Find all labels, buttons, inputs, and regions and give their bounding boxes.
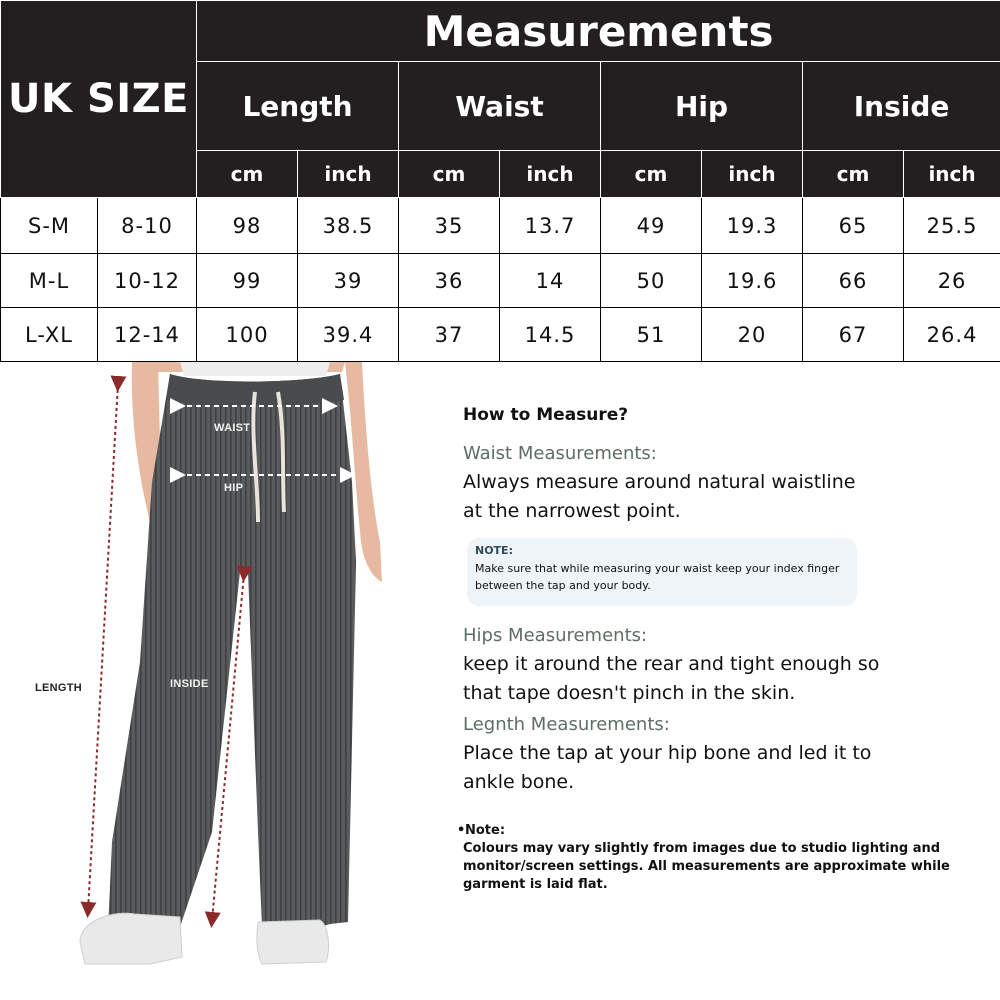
hips-measurements-text: keep it around the rear and tight enough so that tape doesn't pinch in the skin. [463, 653, 880, 704]
group-waist: Waist [399, 62, 601, 151]
table-cell: 51 [601, 308, 702, 362]
table-cell: 25.5 [904, 198, 1000, 254]
size-code: S-M [1, 198, 98, 254]
unit-cm: cm [399, 151, 500, 198]
pants-drawing [0, 362, 440, 1000]
shirt-hem [180, 362, 330, 376]
inside-label: INSIDE [170, 678, 209, 690]
uk-size-range: 10-12 [98, 254, 197, 308]
table-cell: 26 [904, 254, 1000, 308]
uk-size-range: 8-10 [98, 198, 197, 254]
size-code: L-XL [1, 308, 98, 362]
note-title: NOTE: [475, 544, 513, 557]
uk-size-range: 12-14 [98, 308, 197, 362]
uk-size-header: UK SIZE [1, 1, 197, 198]
table-cell: 19.6 [702, 254, 803, 308]
waist-measurements-heading: Waist Measurements: [463, 443, 657, 464]
unit-cm: cm [197, 151, 298, 198]
table-cell: 19.3 [702, 198, 803, 254]
table-cell: 37 [399, 308, 500, 362]
bullet-icon: • [457, 823, 466, 838]
table-cell: 13.7 [500, 198, 601, 254]
how-to-measure-title: How to Measure? [463, 405, 629, 425]
unit-cm: cm [803, 151, 904, 198]
table-cell: 99 [197, 254, 298, 308]
length-label: LENGTH [35, 682, 83, 694]
table-cell: 39 [298, 254, 399, 308]
unit-cm: cm [601, 151, 702, 198]
table-cell: 100 [197, 308, 298, 362]
group-inside: Inside [803, 62, 1000, 151]
table-cell: 67 [803, 308, 904, 362]
table-cell: 38.5 [298, 198, 399, 254]
footnote-text: Colours may vary slightly from images due to studio lighting and monitor/screen settings. All measurements are approximate while garment is laid flat. [463, 841, 950, 892]
unit-inch: inch [904, 151, 1000, 198]
table-cell: 14 [500, 254, 601, 308]
table-cell: 50 [601, 254, 702, 308]
table-cell: 36 [399, 254, 500, 308]
unit-inch: inch [298, 151, 399, 198]
length-measurements-heading: Legnth Measurements: [463, 714, 670, 735]
table-cell: 20 [702, 308, 803, 362]
group-hip: Hip [601, 62, 803, 151]
table-cell: 98 [197, 198, 298, 254]
waist-measurements-text: Always measure around natural waistline at the narrowest point. [463, 471, 856, 522]
length-measurements-text: Place the tap at your hip bone and led it to ankle bone. [463, 742, 872, 793]
waist-note-box [467, 538, 857, 606]
table-row [1, 198, 1000, 254]
table-cell: 35 [399, 198, 500, 254]
measurements-title: Measurements [197, 1, 1000, 62]
hip-label: HIP [224, 482, 244, 494]
unit-inch: inch [500, 151, 601, 198]
table-cell: 39.4 [298, 308, 399, 362]
table-cell: 66 [803, 254, 904, 308]
table-cell: 49 [601, 198, 702, 254]
footnote-title: Note: [465, 823, 506, 838]
table-cell: 14.5 [500, 308, 601, 362]
table-row [1, 254, 1000, 308]
left-shoe [80, 913, 182, 964]
table-row [1, 308, 1000, 362]
length-arrow [88, 384, 118, 910]
waist-label: WAIST [214, 422, 251, 434]
note-text: Make sure that while measuring your waist keep your index finger between the tap and your body. [475, 562, 840, 592]
group-length: Length [197, 62, 399, 151]
table-cell: 65 [803, 198, 904, 254]
table-cell: 26.4 [904, 308, 1000, 362]
hips-measurements-heading: Hips Measurements: [463, 625, 648, 646]
unit-inch: inch [702, 151, 803, 198]
pants-illustration [0, 362, 440, 1000]
size-code: M-L [1, 254, 98, 308]
right-shoe [257, 920, 329, 964]
size-chart-table [0, 0, 1000, 362]
